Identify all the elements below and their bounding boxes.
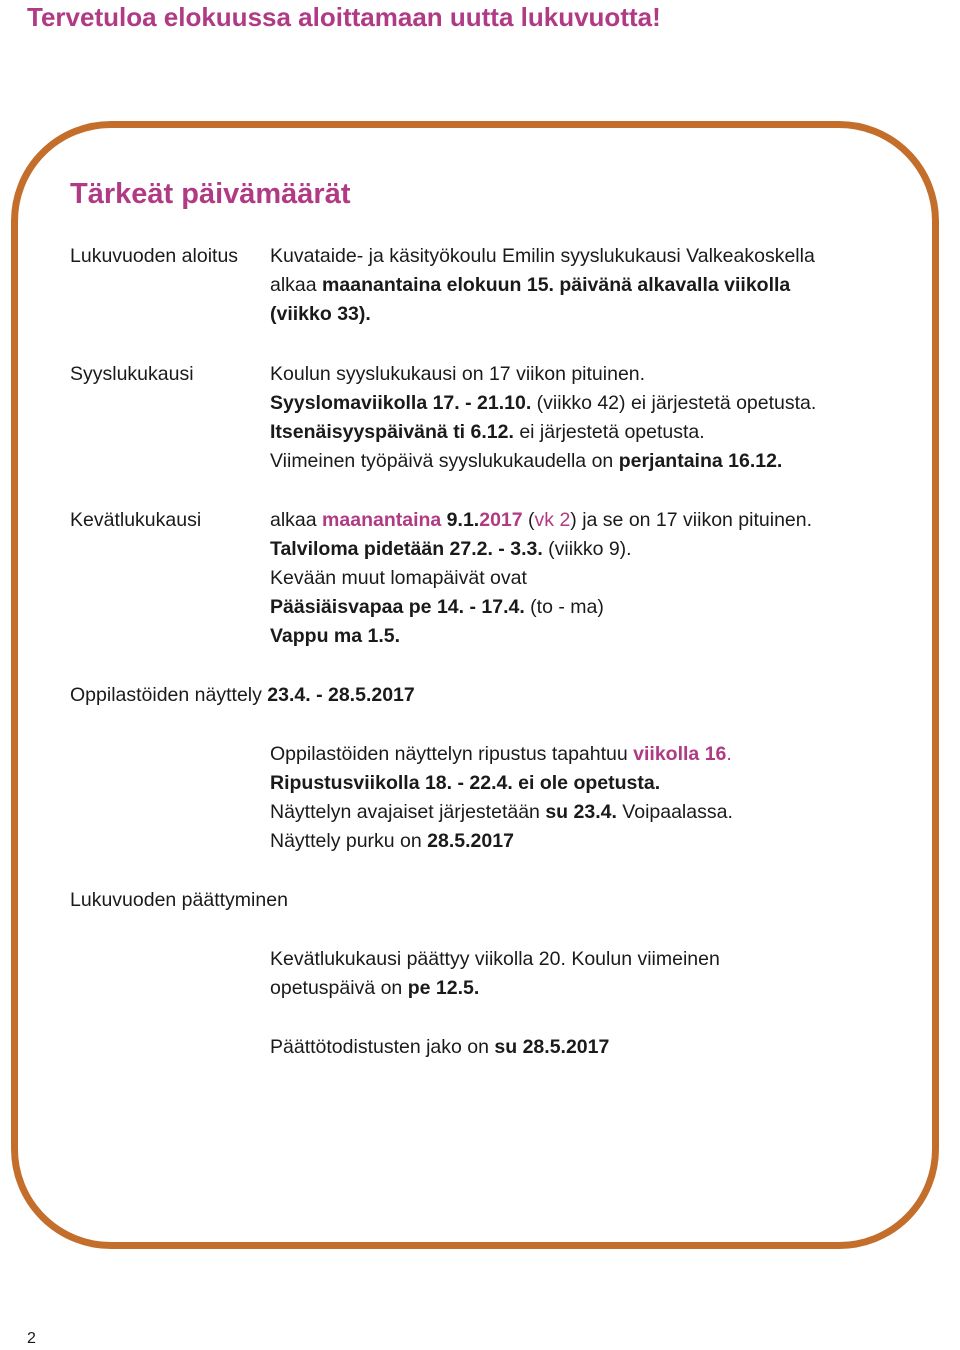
- nayttely-line-3: Näyttelyn avajaiset järjestetään su 23.4. Voipaalassa.: [270, 801, 733, 823]
- kevat-line-3: Kevään muut lomapäivät ovat: [270, 567, 527, 589]
- nayttely-line-2: Ripustusviikolla 18. - 22.4. ei ole opetusta.: [270, 772, 661, 794]
- kevat-line-5: Vappu ma 1.5.: [270, 625, 401, 647]
- label-lukuvuoden-aloitus: Lukuvuoden aloitus: [70, 245, 239, 267]
- aloitus-line-3: (viikko 33).: [270, 303, 371, 325]
- nayttely-line-4: Näyttely purku on 28.5.2017: [270, 830, 514, 852]
- paattyminen-line-3: Päättötodistusten jako on su 28.5.2017: [270, 1036, 610, 1058]
- kevat-line-1: alkaa maanantaina 9.1.2017 (vk 2) ja se on 17 viikon pituinen.: [270, 509, 813, 531]
- paattyminen-line-1: Kevätlukukausi päättyy viikolla 20. Koulun viimeinen: [270, 948, 720, 970]
- page-number: 2: [27, 1330, 36, 1347]
- kevat-line-2: Talviloma pidetään 27.2. - 3.3. (viikko 9).: [270, 538, 632, 560]
- page-heading: Tervetuloa elokuussa aloittamaan uutta lukuvuotta!: [27, 2, 661, 32]
- syys-line-2: Syyslomaviikolla 17. - 21.10. (viikko 42) ei järjestetä opetusta.: [270, 392, 817, 414]
- label-lukuvuoden-paattyminen: Lukuvuoden päättyminen: [70, 889, 288, 911]
- paattyminen-line-2: opetuspäivä on pe 12.5.: [270, 977, 480, 999]
- section-title: Tärkeät päivämäärät: [70, 178, 351, 210]
- syys-line-3: Itsenäisyyspäivänä ti 6.12. ei järjestetä opetusta.: [270, 421, 705, 443]
- nayttely-title: Oppilastöiden näyttely 23.4. - 28.5.2017: [70, 684, 415, 706]
- syys-line-4: Viimeinen työpäivä syyslukukaudella on perjantaina 16.12.: [270, 450, 783, 472]
- syys-line-1: Koulun syyslukukausi on 17 viikon pituinen.: [270, 363, 646, 385]
- nayttely-line-1: Oppilastöiden näyttelyn ripustus tapahtuu viikolla 16.: [270, 743, 732, 765]
- kevat-line-4: Pääsiäisvapaa pe 14. - 17.4. (to - ma): [270, 596, 604, 618]
- label-syyslukukausi: Syyslukukausi: [70, 363, 194, 385]
- aloitus-line-1: Kuvataide- ja käsityökoulu Emilin syyslukukausi Valkeakoskella: [270, 245, 815, 267]
- label-kevatlukukausi: Kevätlukukausi: [70, 509, 202, 531]
- aloitus-line-2: alkaa maanantaina elokuun 15. päivänä alkavalla viikolla: [270, 274, 791, 296]
